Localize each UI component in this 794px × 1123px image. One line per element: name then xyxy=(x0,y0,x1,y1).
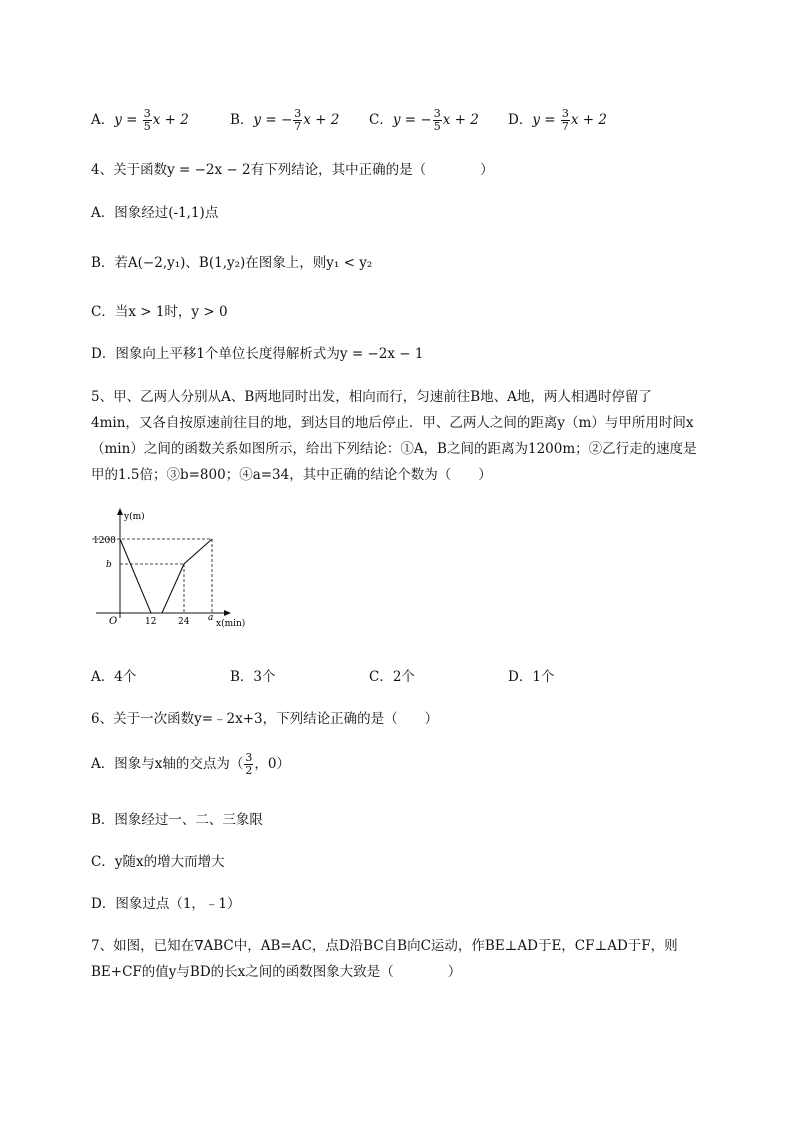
q5-option-a: A．4个 xyxy=(91,669,137,685)
q3-option-a: A．y = $\frac{3}{5}$ x + 2 xyxy=(91,107,189,133)
q3-option-d: D．y = $\frac{3}{7}$ x + 2 xyxy=(508,107,607,133)
q5-option-c: C．2个 xyxy=(369,669,415,685)
q5-line-4: 甲的1.5倍；③b=800；④a=34，其中正确的结论个数为（ ） xyxy=(91,467,492,483)
x-axis-arrow xyxy=(224,610,231,616)
q4-option-b: B．若A(−2,y₁)、B(1,y₂)在图象上，则y₁ < y₂ xyxy=(91,255,373,271)
q4-option-a: A．图象经过(-1,1)点 xyxy=(91,205,219,221)
tick-12: 12 xyxy=(145,617,157,627)
q7-line-2: BE+CF的值y与BD的长x之间的函数图象大致是（ ） xyxy=(91,964,462,980)
distance-time-graph xyxy=(92,506,252,632)
q3-option-b: B．y = − $\frac{3}{7}$ x + 2 xyxy=(230,107,340,133)
q6-option-b: B．图象经过一、二、三象限 xyxy=(91,812,263,828)
y-axis-arrow xyxy=(117,508,123,515)
q6-option-d: D．图象过点（1，﹣1） xyxy=(91,896,241,912)
q6-stem: 6、关于一次函数y=﹣2x+3，下列结论正确的是（ ） xyxy=(91,711,439,727)
distance-curve xyxy=(120,539,212,613)
q6-option-c: C．y随x的增大而增大 xyxy=(91,854,225,870)
origin-label: O xyxy=(109,616,118,627)
q3-option-c: C．y = − $\frac{3}{5}$ x + 2 xyxy=(369,107,479,133)
q5-line-3: （min）之间的函数关系如图所示，给出下列结论：①A，B之间的距离为1200m；②乙行走的速度是 xyxy=(91,441,697,457)
y-axis-label: y(m) xyxy=(124,512,145,522)
q7-line-1: 7、如图，已知在∇ABC中，AB=AC，点D沿BC自B向C运动，作BE⊥AD于E，CF⊥AD于F，则 xyxy=(91,938,678,954)
q4-option-c: C．当x > 1时，y > 0 xyxy=(91,304,228,320)
tick-24: 24 xyxy=(178,617,190,627)
x-axis-label: x(min) xyxy=(216,619,246,629)
q4-option-d: D．图象向上平移1个单位长度得解析式为y = −2x − 1 xyxy=(91,346,424,362)
q6-option-a: A．图象与x轴的交点为（ $\frac{3}{2}$ ，0） xyxy=(91,751,290,777)
q5-option-d: D．1个 xyxy=(508,669,555,685)
tick-a: a xyxy=(208,613,214,623)
tick-1200: 1200 xyxy=(93,536,116,546)
tick-b: b xyxy=(106,560,112,570)
q4-stem: 4、关于函数y = −2x − 2有下列结论，其中正确的是（ ） xyxy=(91,162,494,178)
q5-line-2: 4min，又各自按原速前往目的地，到达目的地后停止．甲、乙两人之间的距离y（m）与甲所用时间x xyxy=(91,415,694,431)
q5-option-b: B．3个 xyxy=(230,669,276,685)
q5-line-1: 5、甲、乙两人分别从A、B两地同时出发，相向而行，匀速前往B地、A地，两人相遇时停留了 xyxy=(91,389,652,405)
